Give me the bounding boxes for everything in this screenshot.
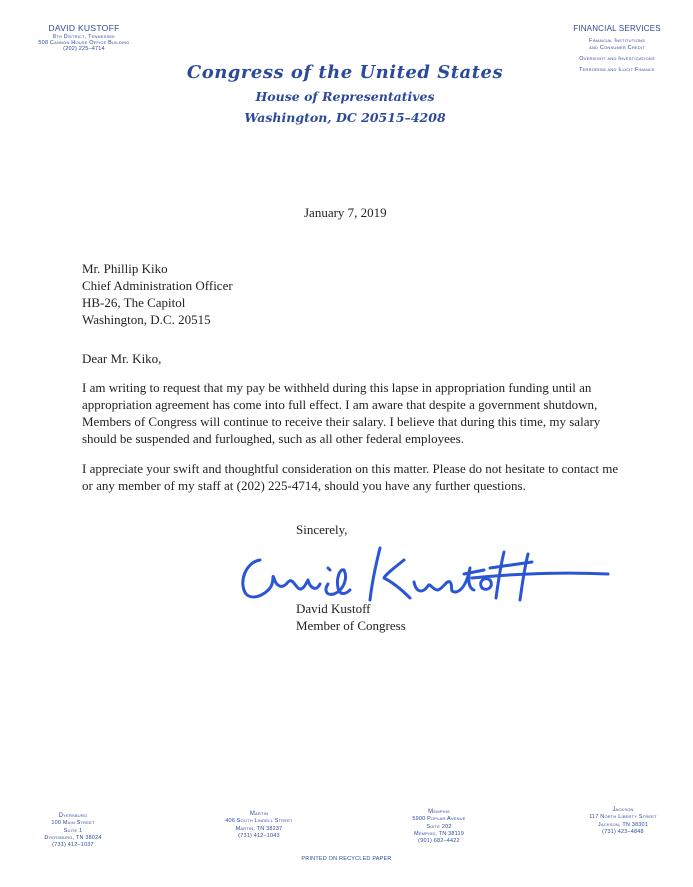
letterhead-house: House of Representatives bbox=[255, 89, 435, 104]
office-phone: (731) 423–4848 bbox=[602, 828, 644, 835]
signer-block bbox=[296, 600, 406, 634]
office-city: Jackson bbox=[612, 807, 634, 813]
recycled-paper-note: PRINTED ON RECYCLED PAPER bbox=[301, 856, 392, 862]
office-city: Memphis bbox=[428, 809, 450, 815]
office-street: 100 Main Street bbox=[51, 820, 95, 827]
office-city: Martin bbox=[249, 811, 269, 817]
member-phone: (202) 225–4714 bbox=[63, 46, 105, 53]
subcommittee-2: Oversight and Investigations bbox=[579, 55, 655, 62]
committee-block bbox=[552, 24, 682, 73]
subcommittee-1-line2: and Consumer Credit bbox=[589, 44, 645, 51]
body-paragraph-1: I am writing to request that my pay be withheld during this lapse in appropriation funding until an appropriation agreement has come into full effect. I am aware that despite a government shutdown, Members of Congress will continue to receive their salary. I believe that during this time, my salary should be suspended and furloughed, such as all other federal employees. bbox=[82, 380, 601, 446]
subcommittee-3: Terrorism and Illicit Finance bbox=[579, 67, 655, 74]
office-phone: (901) 682–4422 bbox=[418, 838, 460, 845]
signer-title: Member of Congress bbox=[296, 618, 406, 633]
recipient-line: HB-26, The Capitol bbox=[82, 295, 186, 310]
member-name: DAVID KUSTOFF bbox=[48, 23, 120, 33]
member-office: 508 Cannon House Office Building bbox=[38, 40, 130, 47]
office-martin bbox=[204, 810, 314, 840]
office-dyersburg bbox=[18, 812, 128, 850]
handwritten-signature bbox=[232, 538, 612, 608]
signer-name: David Kustoff bbox=[296, 601, 371, 616]
recipient-line: Chief Administration Officer bbox=[82, 278, 233, 293]
office-citystate: Martin, TN 38237 bbox=[235, 825, 283, 832]
subcommittee-1-line1: Financial Institutions bbox=[589, 38, 645, 45]
member-info-block bbox=[14, 24, 154, 53]
office-memphis bbox=[384, 808, 494, 846]
office-street: 117 North Liberty Street bbox=[589, 814, 657, 821]
office-suite: Suite 202 bbox=[426, 823, 452, 830]
recipient-line: Washington, D.C. 20515 bbox=[82, 312, 211, 327]
letter-date: January 7, 2019 bbox=[304, 205, 387, 220]
salutation: Dear Mr. Kiko, bbox=[82, 351, 162, 366]
letterhead bbox=[180, 62, 510, 125]
office-suite: Suite 1 bbox=[63, 827, 83, 834]
letterhead-congress: Congress of the United States bbox=[186, 62, 504, 83]
recipient-line: Mr. Phillip Kiko bbox=[82, 261, 168, 276]
office-street: 406 South Lindell Street bbox=[225, 818, 293, 825]
office-citystate: Memphis, TN 38119 bbox=[413, 830, 465, 837]
office-citystate: Jackson, TN 38301 bbox=[597, 821, 649, 828]
office-phone: (731) 412–1037 bbox=[52, 842, 94, 849]
committee-name: FINANCIAL SERVICES bbox=[573, 24, 661, 33]
recipient-address bbox=[82, 260, 233, 328]
office-street: 5900 Poplar Avenue bbox=[412, 816, 466, 823]
office-jackson bbox=[568, 806, 678, 836]
office-city: Dyersburg bbox=[58, 813, 88, 819]
office-phone: (731) 412–1043 bbox=[238, 832, 280, 839]
letterhead-address: Washington, DC 20515–4208 bbox=[244, 110, 446, 125]
member-district: 8th District, Tennessee bbox=[52, 33, 116, 40]
office-citystate: Dyersburg, TN 38024 bbox=[44, 834, 102, 841]
body-paragraph-2: I appreciate your swift and thoughtful consideration on this matter. Please do not hesitate to contact me or any member of my staff at (202) 225-4714, should you have any further questions. bbox=[82, 461, 619, 493]
closing: Sincerely, bbox=[296, 522, 348, 537]
